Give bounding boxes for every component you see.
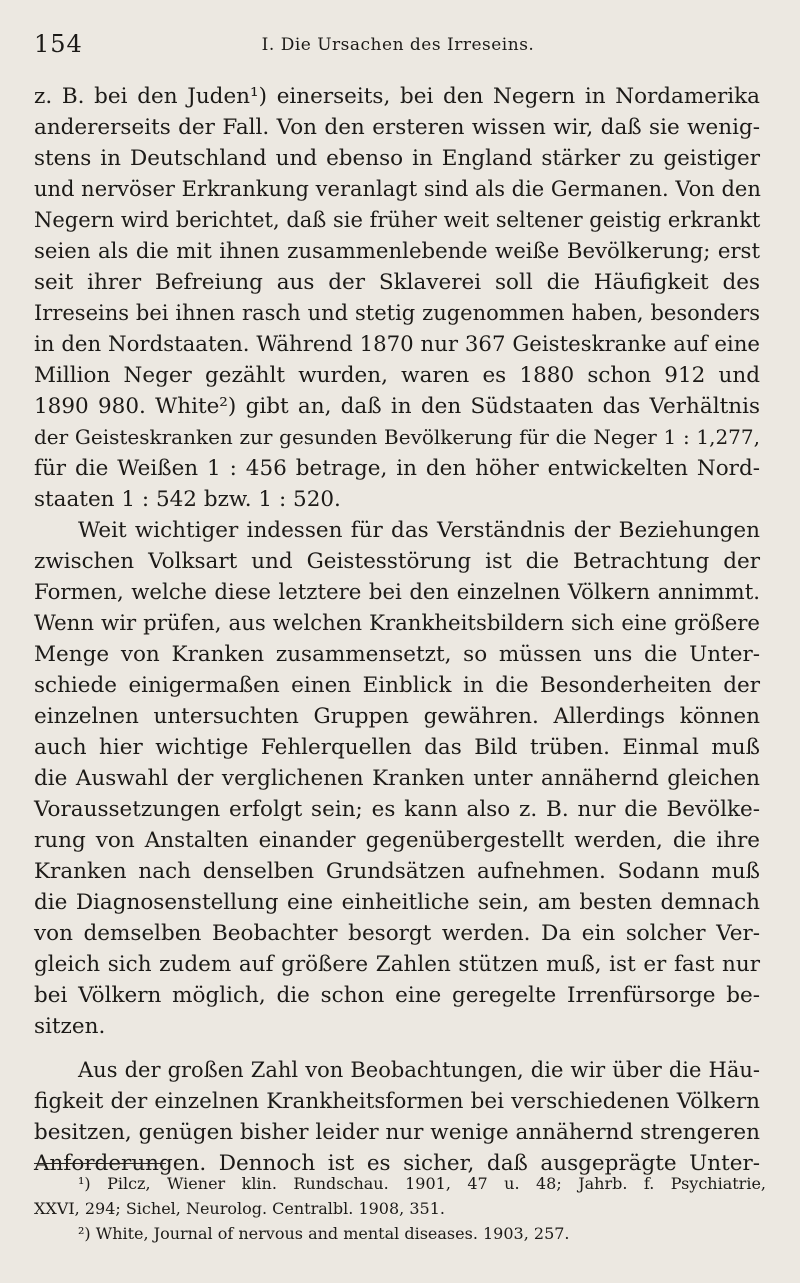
text-line: sitzen. xyxy=(34,1014,106,1039)
text-line: Kranken nach denselben Grundsätzen aufnehmen. Sodann muß xyxy=(34,859,760,884)
page-number: 154 xyxy=(34,30,83,58)
text-line: staaten 1 : 542 bzw. 1 : 520. xyxy=(34,487,341,512)
text-line: Weit wichtiger indessen für das Verständnis der Beziehungen xyxy=(78,518,760,543)
text-line: figkeit der einzelnen Krankheitsformen bei verschiedenen Völkern xyxy=(34,1089,760,1114)
text-line: für die Weißen 1 : 456 betrage, in den höher entwickelten Nord- xyxy=(34,456,760,481)
text-line: zwischen Volksart und Geistesstörung ist die Betrachtung der xyxy=(34,549,760,574)
text-line: in den Nordstaaten. Während 1870 nur 367 Geisteskranke auf eine xyxy=(34,332,760,357)
paragraph-gap xyxy=(34,1042,760,1055)
text-line: Anforderungen. Dennoch ist es sicher, daß ausgeprägte Unter- xyxy=(34,1151,760,1176)
text-line: schiede einigermaßen einen Einblick in die Besonderheiten der xyxy=(34,673,760,698)
text-line: seit ihrer Befreiung aus der Sklaverei soll die Häufigkeit des xyxy=(34,270,760,295)
text-line: andererseits der Fall. Von den ersteren wissen wir, daß sie wenig- xyxy=(34,115,760,140)
text-line: der Geisteskranken zur gesunden Bevölkerung für die Neger 1 : 1,277, xyxy=(34,425,760,449)
text-line: besitzen, genügen bisher leider nur wenige annähernd strengeren xyxy=(34,1120,760,1145)
text-line: von demselben Beobachter besorgt werden. Da ein solcher Ver- xyxy=(34,921,760,946)
text-line: stens in Deutschland und ebenso in England stärker zu geistiger xyxy=(34,146,760,171)
running-title: I. Die Ursachen des Irreseins. xyxy=(261,35,535,55)
text-line: gleich sich zudem auf größere Zahlen stützen muß, ist er fast nur xyxy=(34,952,760,977)
text-line: Million Neger gezählt wurden, waren es 1880 schon 912 und xyxy=(34,363,760,388)
footnote-line: XXVI, 294; Sichel, Neurolog. Centralbl. 1908, 351. xyxy=(34,1199,445,1218)
text-line: auch hier wichtige Fehlerquellen das Bild trüben. Einmal muß xyxy=(34,735,760,760)
text-line: die Auswahl der verglichenen Kranken unter annähernd gleichen xyxy=(34,766,760,791)
main-text xyxy=(34,81,760,1179)
page-header xyxy=(34,30,762,64)
text-line: Wenn wir prüfen, aus welchen Krankheitsbildern sich eine größere xyxy=(34,611,760,636)
text-line: bei Völkern möglich, die schon eine geregelte Irrenfürsorge be- xyxy=(34,983,760,1008)
text-line: einzelnen untersuchten Gruppen gewähren. Allerdings können xyxy=(34,704,760,729)
text-line: und nervöser Erkrankung veranlagt sind als die Germanen. Von den xyxy=(34,177,761,201)
text-line: Menge von Kranken zusammensetzt, so müssen uns die Unter- xyxy=(34,642,760,667)
text-line: z. B. bei den Juden¹) einerseits, bei den Negern in Nordamerika xyxy=(34,84,760,109)
text-line: Negern wird berichtet, daß sie früher weit seltener geistig erkrankt xyxy=(34,208,761,232)
text-line: die Diagnosenstellung eine einheitliche sein, am besten demnach xyxy=(34,890,760,915)
footnote-line: ¹) Pilcz, Wiener klin. Rundschau. 1901, 47 u. 48; Jahrb. f. Psychiatrie, xyxy=(78,1174,766,1193)
text-line: Voraussetzungen erfolgt sein; es kann also z. B. nur die Bevölke- xyxy=(34,797,760,822)
footnote-rule xyxy=(34,1163,166,1164)
footnotes xyxy=(34,1171,766,1246)
footnote-line: ²) White, Journal of nervous and mental diseases. 1903, 257. xyxy=(78,1224,570,1243)
text-line: 1890 980. White²) gibt an, daß in den Südstaaten das Verhältnis xyxy=(34,394,760,419)
text-line: Irreseins bei ihnen rasch und stetig zugenommen haben, besonders xyxy=(34,301,760,325)
text-line: seien als die mit ihnen zusammenlebende weiße Bevölkerung; erst xyxy=(34,239,760,264)
text-line: rung von Anstalten einander gegenübergestellt werden, die ihre xyxy=(34,828,760,853)
text-line: Aus der großen Zahl von Beobachtungen, die wir über die Häu- xyxy=(78,1058,760,1082)
text-line: Formen, welche diese letztere bei den einzelnen Völkern annimmt. xyxy=(34,580,760,605)
